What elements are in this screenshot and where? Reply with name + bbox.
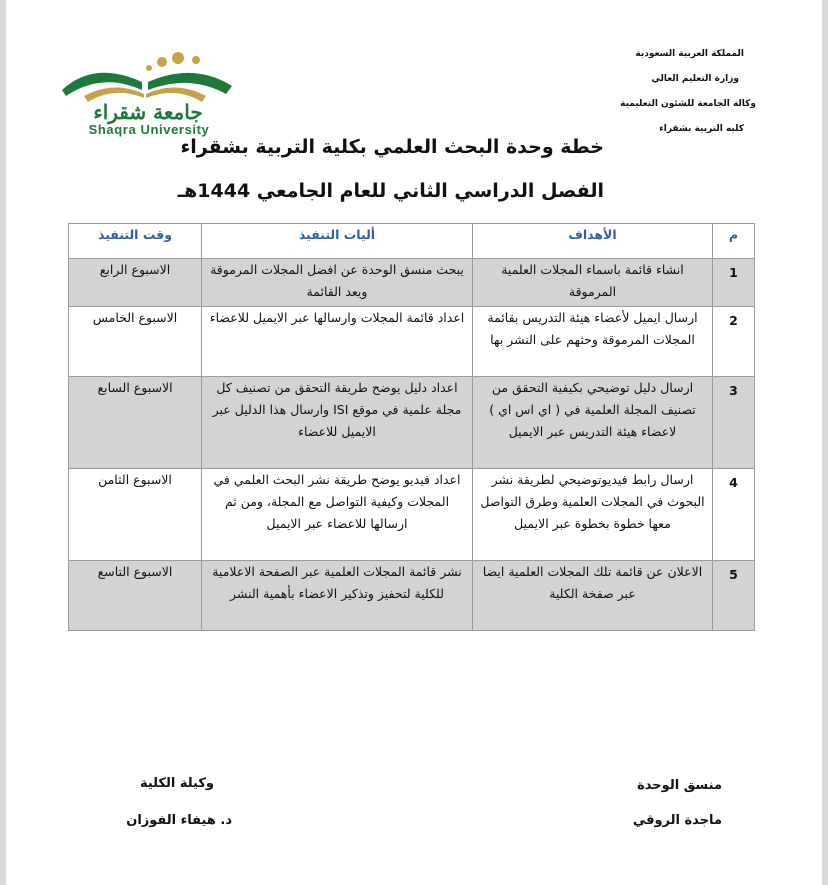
cell-mechanism: يبحث منسق الوحدة عن افضل المجلات المرموقة ويعد القائمة (202, 259, 473, 307)
table-header-row (69, 224, 755, 259)
logo-arabic-text: جامعة شقراء (93, 100, 203, 124)
org-header (524, 42, 756, 142)
cell-num: 2 (713, 307, 755, 377)
header-goals: الأهداف (473, 224, 713, 259)
cell-mechanism: نشر قائمة المجلات العلمية عبر الصفحة الاعلامية للكلية لتحفيز وتذكير الاعضاء بأهمية النشر (202, 561, 473, 631)
cell-time: الاسبوع الثامن (69, 469, 202, 561)
cell-goal: ارسال رابط فيديوتوضيحي لطريقة نشر البحوث في المجلات العلمية وطرق التواصل معها خطوة بخطوة عبر الايميل (473, 469, 713, 561)
cell-num: 1 (713, 259, 755, 307)
org-line-college: كليه التربية بشقراء (659, 124, 744, 134)
header-mechanisms: أليات التنفيذ (202, 224, 473, 259)
cell-goal: ارسال دليل توضيحي بكيفية التحقق من تصنيف المجلة العلمية في ( اي اس اي ) لاعضاء هيئة التدريس عبر الايميل (473, 377, 713, 469)
document-page (6, 0, 822, 885)
cell-goal: ارسال ايميل لأعضاء هيئة التدريس بقائمة المجلات المرموقة وحثهم على النشر بها (473, 307, 713, 377)
org-line-ministry: وزارة التعليم العالي (651, 74, 739, 84)
cell-mechanism: اعداد فيديو يوضح طريقة نشر البحث العلمي في المجلات وكيفية التواصل مع المجلة، ومن ثم ارسالها للاعضاء عبر الايميل (202, 469, 473, 561)
university-logo (54, 50, 240, 142)
coordinator-title: منسق الوحدة (637, 778, 722, 793)
cell-time: الاسبوع السابع (69, 377, 202, 469)
cell-time: الاسبوع الرابع (69, 259, 202, 307)
cell-num: 3 (713, 377, 755, 469)
page-title: خطة وحدة البحث العلمي بكلية التربية بشقراء (180, 136, 604, 158)
coordinator-name: ماجدة الروقي (632, 813, 722, 828)
page-subtitle: الفصل الدراسي الثاني للعام الجامعي 1444هـ (177, 180, 604, 202)
cell-time: الاسبوع التاسع (69, 561, 202, 631)
vice-dean-title: وكيلة الكلية (139, 776, 214, 791)
cell-time: الاسبوع الخامس (69, 307, 202, 377)
table-row (69, 561, 755, 631)
table-row (69, 377, 755, 469)
cell-goal: الاعلان عن قائمة تلك المجلات العلمية ايضا عبر صفخة الكلية (473, 561, 713, 631)
vice-dean-name: د. هيفاء الفوزان (126, 813, 232, 828)
table-row (69, 259, 755, 307)
table-row (69, 307, 755, 377)
cell-mechanism: اعداد دليل يوضح طريقة التحقق من تصنيف كل مجلة علمية في موقع ISI وارسال هذا الدليل عبر الايميل للاعضاء (202, 377, 473, 469)
plan-table (68, 223, 755, 631)
cell-goal: انشاء قائمة باسماء المجلات العلمية المرموقة (473, 259, 713, 307)
cell-mechanism: اعداد قائمة المجلات وارسالها عبر الايميل للاعضاء (202, 307, 473, 377)
header-num: م (713, 224, 755, 259)
logo-english-text: Shaqra University (88, 122, 210, 137)
org-line-agency: وكالة الجامعة للشئون التعليمية (620, 99, 756, 109)
header-time: وقت التنفيذ (69, 224, 202, 259)
cell-num: 4 (713, 469, 755, 561)
org-line-kingdom: المملكة العربية السعودية (635, 49, 744, 59)
table-row (69, 469, 755, 561)
cell-num: 5 (713, 561, 755, 631)
